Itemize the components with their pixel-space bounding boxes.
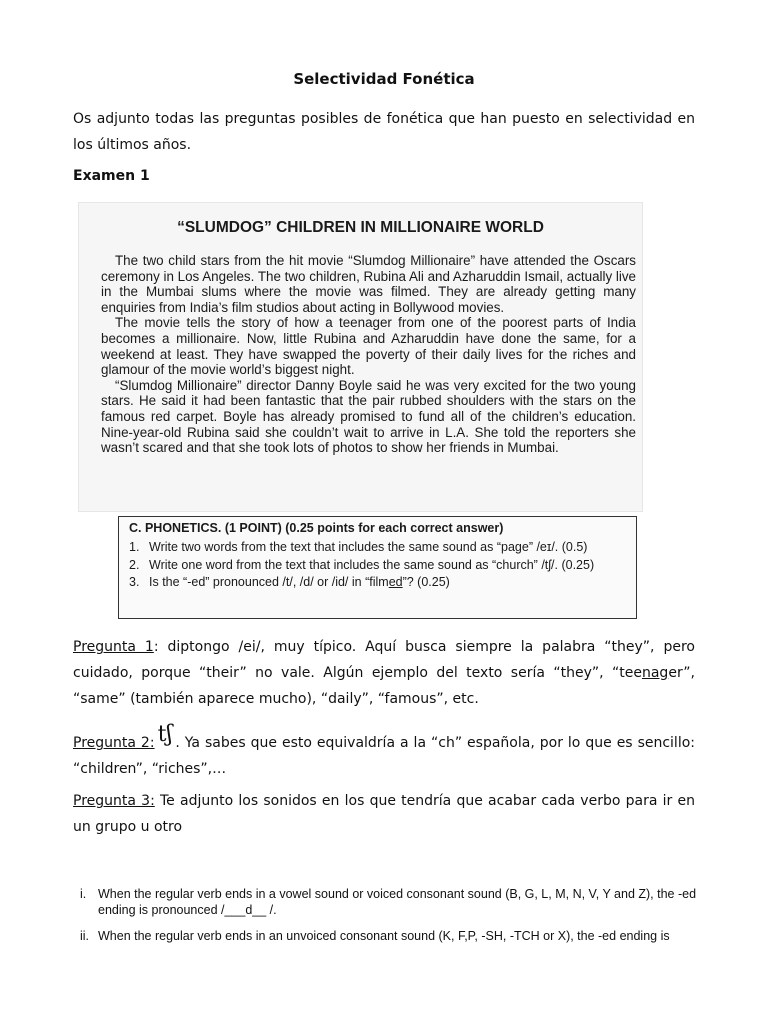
- phonetics-item-text: Write two words from the text that includes the same sound as “page” /eɪ/. (0.5): [149, 540, 588, 554]
- question-2-paragraph: [73, 722, 695, 782]
- rule-item: [80, 928, 700, 948]
- question-2-label: Pregunta 2:: [73, 735, 155, 751]
- phonetics-item-number: 3.: [129, 575, 140, 589]
- question-1-label: Pregunta 1: [73, 639, 154, 655]
- phonetics-box: [118, 516, 637, 619]
- article-paragraph: The movie tells the story of how a teenager from one of the poorest parts of India becomes a millionaire. Now, little Rubina and Azharuddin have done the same, for a weekend at least. They have swapped the poverty of their daily lives for the riches and glamour of the movie world’s biggest night.: [101, 315, 636, 378]
- phonetics-item: [129, 559, 629, 573]
- rule-number: ii.: [80, 929, 90, 943]
- article-scan: [78, 202, 643, 512]
- rule-text: When the regular verb ends in a vowel sound or voiced consonant sound (B, G, L, M, N, V, Y and Z), the -ed ending is pronounced /___d__ /.: [98, 887, 697, 917]
- rule-item: [80, 886, 700, 920]
- phonetics-item-text: Write one word from the text that includes the same sound as “church” /tʃ/. (0.25): [149, 557, 595, 572]
- phonetics-item-number: 1.: [129, 540, 140, 554]
- rule-text: When the regular verb ends in an unvoiced consonant sound (K, F,P, -SH, -TCH or X), the -ed ending is: [98, 929, 670, 943]
- page-title: Selectividad Fonética: [293, 70, 475, 88]
- phonetics-list: [129, 541, 629, 594]
- question-2-text: . Ya sabes que esto equivaldría a la “ch” española, por lo que es sencillo: “children”, “riches”,…: [73, 735, 695, 777]
- question-1-paragraph: [73, 634, 695, 712]
- phonetics-item: [129, 541, 629, 555]
- phonetics-heading: C. PHONETICS. (1 POINT) (0.25 points for each correct answer): [129, 521, 504, 535]
- article-body: [101, 253, 636, 456]
- question-3-label: Pregunta 3:: [73, 793, 155, 809]
- article-title: “SLUMDOG” CHILDREN IN MILLIONAIRE WORLD: [177, 219, 544, 236]
- question-3-paragraph: [73, 788, 695, 840]
- question-1-text-end: er”, “same” (también aparece mucho), “daily”, “famous”, etc.: [73, 665, 695, 707]
- intro-paragraph: Os adjunto todas las preguntas posibles de fonética que han puesto en selectividad en los últimos años.: [73, 111, 695, 153]
- article-paragraph: “Slumdog Millionaire” director Danny Boyle said he was very excited for the two young stars. He said it had been fantastic that the pair rubbed shoulders with the stars on the famous red carpet. Boyle has already promised to fund all of the children’s education. Nine-year-old Rubina said she couldn’t wait to arrive in L.A. She told the reporters she wasn’t scared and that she took lots of photos to show her friends in Mumbai.: [101, 377, 636, 456]
- phonetics-item-text-part: Is the “-ed” pronounced /t/, /d/ or /id/ in “film: [149, 575, 389, 589]
- underlined-syllable: nag: [641, 665, 669, 681]
- phonetics-item: [129, 576, 629, 590]
- phonetics-item-number: 2.: [129, 557, 140, 572]
- phonetics-item-text-part: ”? (0.25): [402, 575, 450, 589]
- article-paragraph: The two child stars from the hit movie “Slumdog Millionaire” have attended the Oscars ceremony in Los Angeles. The two children, Rubina Ali and Azharuddin Ismail, actually live in the Mumbai slums where the movie was filmed. They are already getting many enquiries from India’s film studios about acting in Bollywood movies.: [101, 253, 636, 315]
- question-3-text: Te adjunto los sonidos en los que tendría que acabar cada verbo para ir en un grupo u otro: [73, 793, 695, 835]
- phonetic-symbol: tʃ: [157, 722, 173, 747]
- rule-number: i.: [80, 887, 87, 901]
- exam-heading: Examen 1: [73, 168, 150, 184]
- phonetics-item-text: [149, 576, 629, 590]
- underlined-ending: ed: [388, 575, 403, 589]
- question-1-text: : diptongo /ei/, muy típico. Aquí busca siempre la palabra “they”, pero cuidado, porque “their” no vale. Algún ejemplo del texto sería “they”, “tee: [73, 639, 695, 681]
